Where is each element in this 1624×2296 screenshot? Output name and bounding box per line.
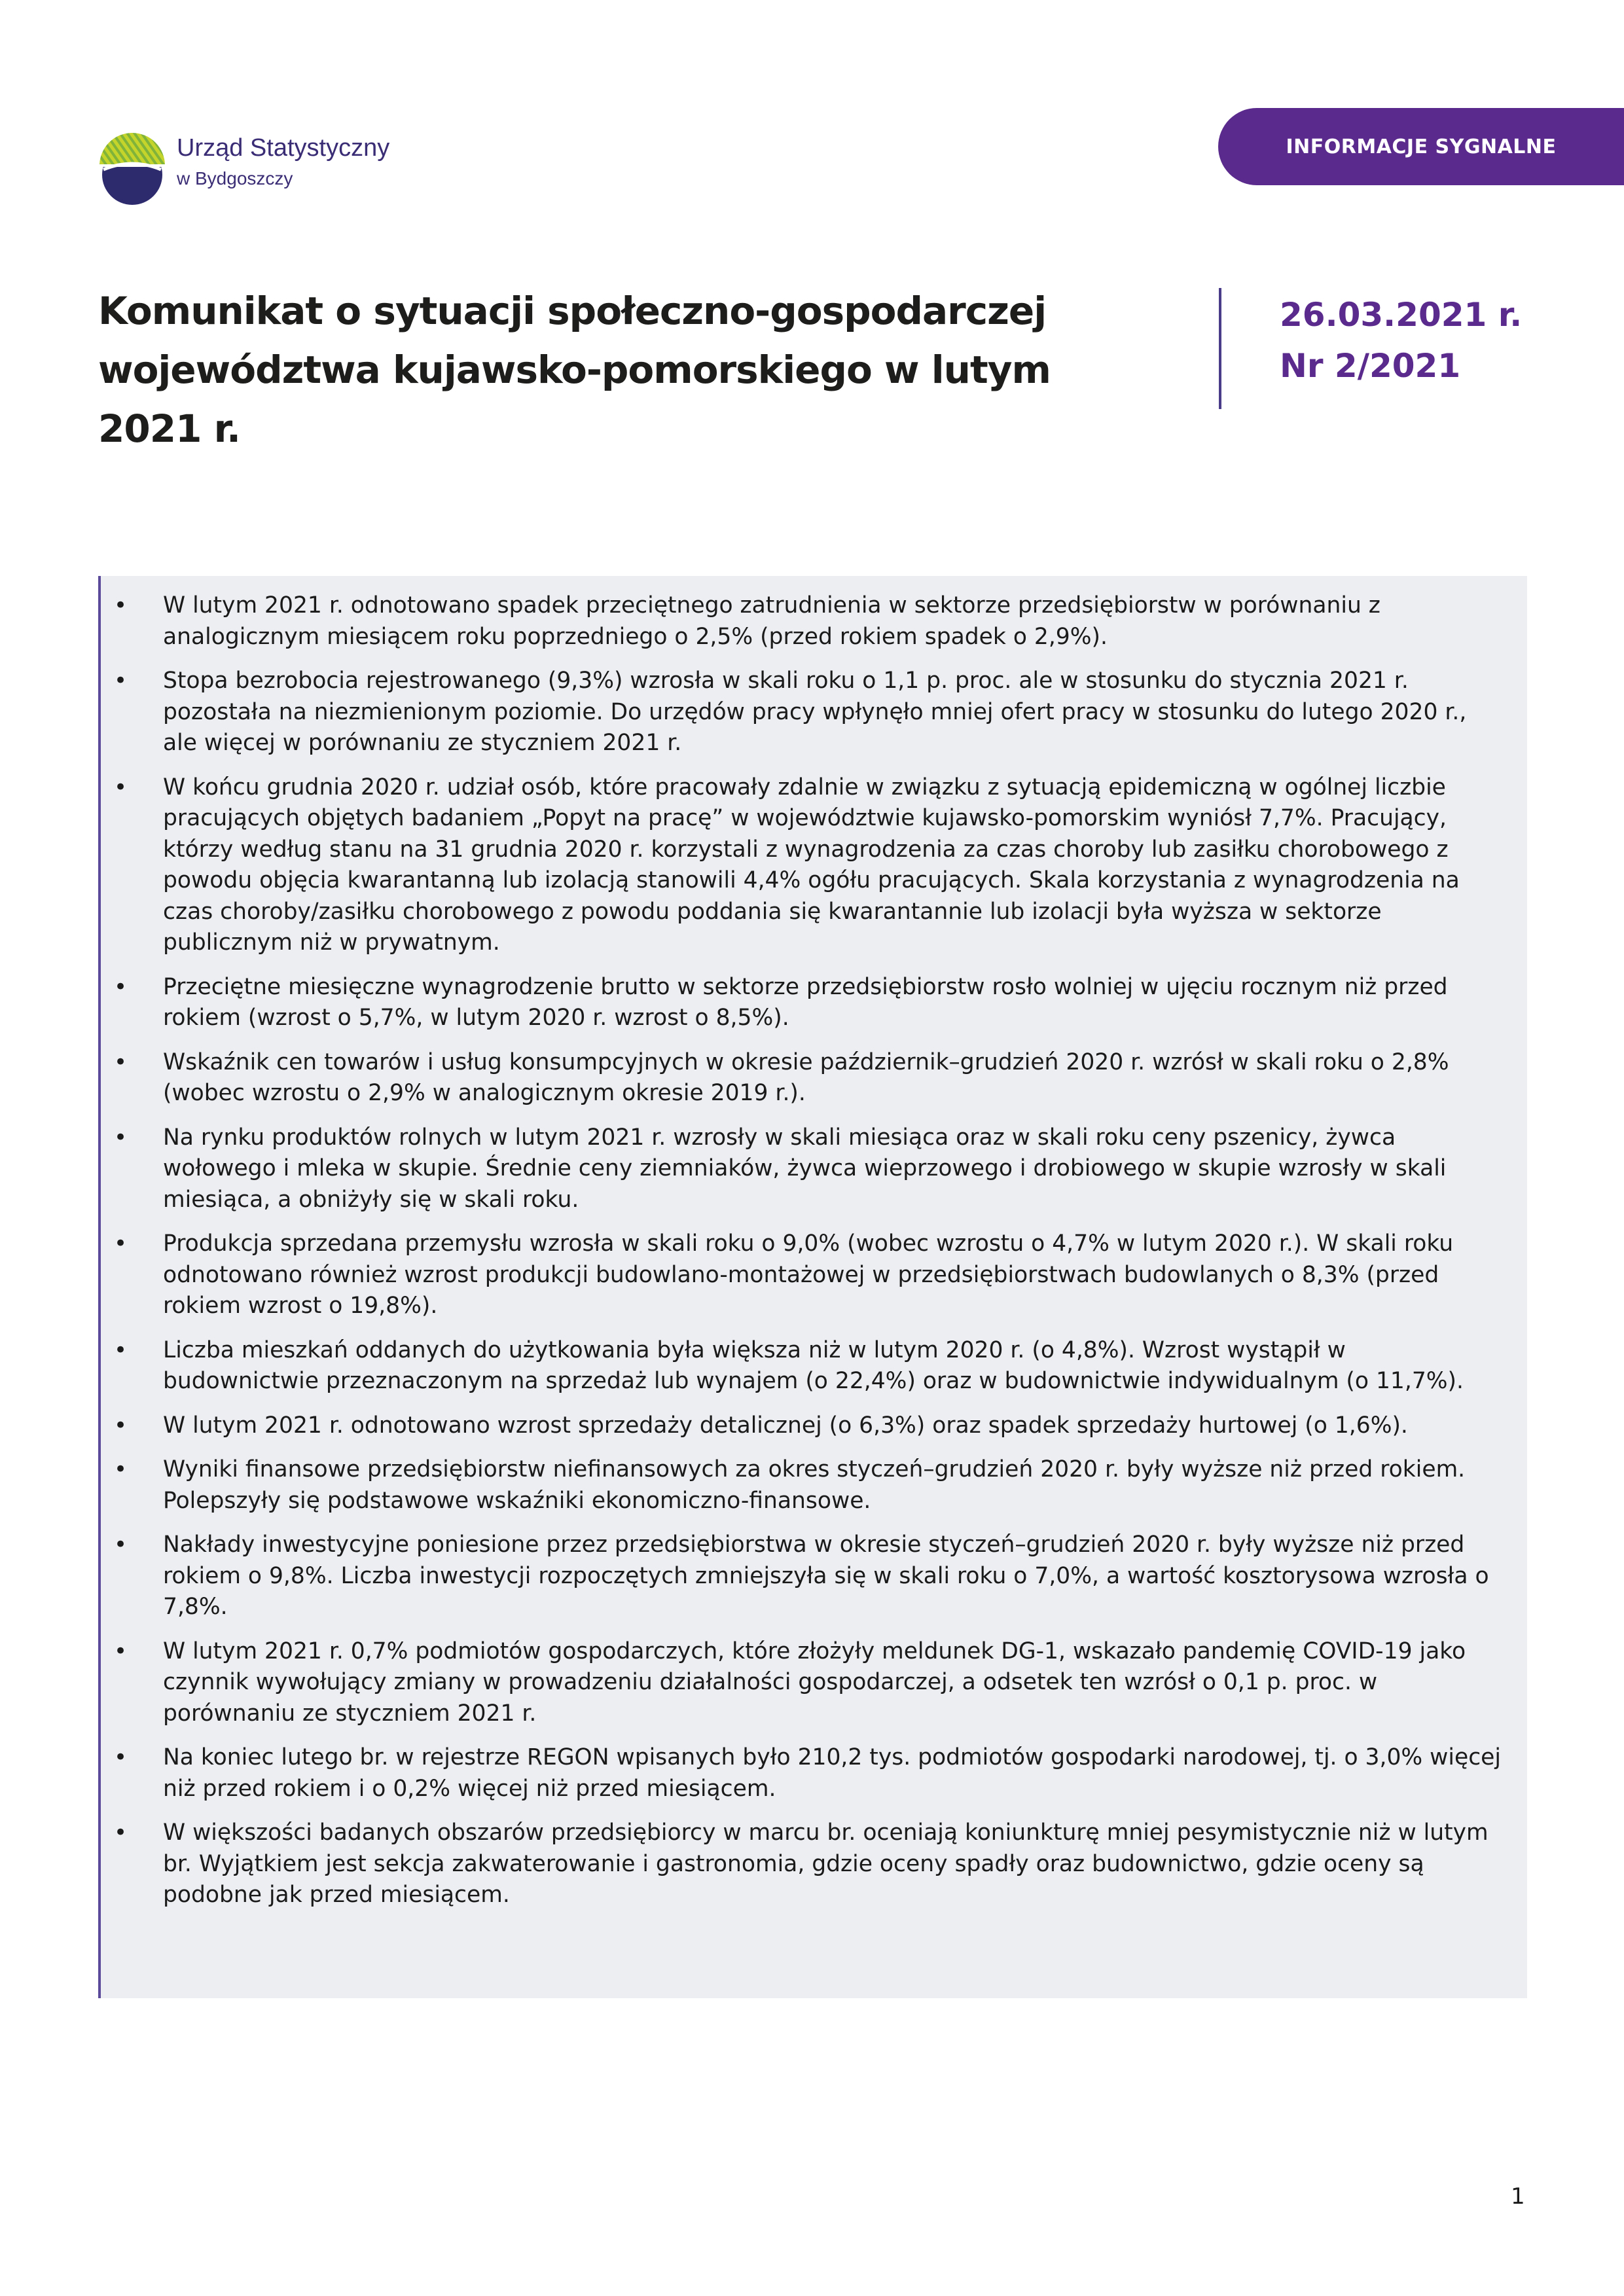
list-item (114, 1335, 1507, 1397)
list-item (114, 1122, 1507, 1216)
list-item-text: Nakłady inwestycyjne poniesione przez przedsiębiorstwa w okresie styczeń–grudzień 2020 r. były wyższe niż przed rokiem o 9,8%. Liczba inwestycji rozpoczętych zmniejszyła się w skali roku o 7,0%, a wartość kosztorysowa wzrosła o 7,8%. (163, 1532, 1489, 1620)
gus-circle-logo-icon (98, 115, 170, 219)
list-item-text: W lutym 2021 r. 0,7% podmiotów gospodarczych, które złożyły meldunek DG-1, wskazało pandemię COVID-19 jako czynnik wywołujący zmiany w prowadzeniu działalności gospodarczej, a odsetek ten wzrósł o 0,1 p. proc. w porównaniu ze styczniem 2021 r. (163, 1638, 1466, 1727)
list-item-text: Przeciętne miesięczne wynagrodzenie brutto w sektorze przedsiębiorstw rosło wolniej w ujęciu rocznym niż przed rokiem (wzrost o 5,7%, w lutym 2020 r. wzrost o 8,5%). (163, 973, 1448, 1031)
page-number: 1 (1511, 2183, 1525, 2210)
bullet-icon: • (114, 774, 128, 800)
title-divider (1219, 288, 1221, 409)
publication-date: 26.03.2021 r. (1280, 296, 1523, 334)
bullet-icon: • (114, 1820, 128, 1846)
institution-city: w Bydgoszczy (177, 168, 293, 188)
bullet-icon: • (114, 1638, 128, 1664)
list-item (114, 972, 1507, 1034)
list-item (114, 1742, 1507, 1804)
bullet-icon: • (114, 1124, 128, 1151)
list-item (114, 1229, 1507, 1322)
publication-type-badge: INFORMACJE SYGNALNE (1218, 108, 1624, 185)
list-item-text: W większości badanych obszarów przedsiębiorcy w marcu br. oceniają koniunkturę mniej pesymistycznie niż w lutym br. Wyjątkiem jest sekcja zakwaterowanie i gastronomia, gdzie oceny spadły oraz budownictwo, gdzie oceny są podobne jak przed miesiącem. (163, 1820, 1489, 1908)
bullet-icon: • (114, 1456, 128, 1482)
publication-number: Nr 2/2021 (1280, 347, 1461, 385)
list-item (114, 1410, 1507, 1442)
list-item-text: Wskaźnik cen towarów i usług konsumpcyjnych w okresie październik–grudzień 2020 r. wzrósł w skali roku o 2,8% (wobec wzrostu o 2,9% w analogicznym okresie 2019 r.). (163, 1049, 1449, 1106)
bullet-icon: • (114, 1336, 128, 1363)
institution-name: Urząd Statystyczny (177, 134, 390, 162)
list-item-text: Produkcja sprzedana przemysłu wzrosła w skali roku o 9,0% (wobec wzrostu o 4,7% w lutym 2020 r.). W skali roku odnotowano również wzrost produkcji budowlano-montażowej w przedsiębiorstwach budowlanych o 8,3% (przed rokiem wzrost o 19,8%). (163, 1230, 1454, 1319)
bullet-icon: • (114, 1049, 128, 1075)
list-item (114, 1636, 1507, 1730)
bullet-icon: • (114, 973, 128, 1000)
list-item-text: W końcu grudnia 2020 r. udział osób, które pracowały zdalnie w związku z sytuacją epidemiczną w ogólnej liczbie pracujących objętych badaniem „Popyt na pracę” w województwie kujawsko-pomorskim wyniósł 7,7%. Pracujący, którzy według stanu na 31 grudnia 2020 r. korzystali z wynagrodzenia za czas choroby lub zasiłku chorobowego z powodu objęcia kwarantanną lub izolacją stanowili 4,4% ogółu pracujących. Skala korzystania z wynagrodzenia na czas choroby/zasiłku chorobowego z powodu poddania się kwarantannie lub izolacji była wyższa w sektorze publicznym niż w prywatnym. (163, 774, 1460, 956)
summary-box (98, 576, 1527, 1998)
bullet-icon: • (114, 668, 128, 694)
list-item-text: W lutym 2021 r. odnotowano spadek przeciętnego zatrudnienia w sektorze przedsiębiorstw w porównaniu z analogicznym miesiącem roku poprzedniego o 2,5% (przed rokiem spadek o 2,9%). (163, 592, 1380, 650)
summary-list (101, 576, 1527, 1911)
list-item-text: Na rynku produktów rolnych w lutym 2021 r. wzrosły w skali miesiąca oraz w skali roku ceny pszenicy, żywca wołowego i mleka w skupie. Średnie ceny ziemniaków, żywca wieprzowego i drobiowego w skupie wzrosły w skali miesiąca, a obniżyły się w skali roku. (163, 1124, 1447, 1213)
bullet-icon: • (114, 1744, 128, 1770)
list-item-text: Stopa bezrobocia rejestrowanego (9,3%) wzrosła w skali roku o 1,1 p. proc. ale w stosunku do stycznia 2021 r. pozostała na niezmienionym poziomie. Do urzędów pracy wpłynęło mniej ofert pracy w stosunku do lutego 2020 r., ale więcej w porównaniu ze styczniem 2021 r. (163, 668, 1467, 756)
list-item-text: Wyniki finansowe przedsiębiorstw niefinansowych za okres styczeń–grudzień 2020 r. były wyższe niż przed rokiem. Polepszyły się podstawowe wskaźniki ekonomiczno-finansowe. (163, 1456, 1466, 1514)
list-item (114, 1047, 1507, 1109)
bullet-icon: • (114, 1412, 128, 1439)
institution-logo (98, 115, 465, 219)
list-item (114, 1530, 1507, 1623)
document-title: Komunikat o sytuacji społeczno-gospodarczej województwa kujawsko-pomorskiego w lutym 2021 r. (98, 289, 1051, 451)
bullet-icon: • (114, 1532, 128, 1558)
bullet-icon: • (114, 1230, 128, 1257)
list-item-text: Na koniec lutego br. w rejestrze REGON wpisanych było 210,2 tys. podmiotów gospodarki narodowej, tj. o 3,0% więcej niż przed rokiem i o 0,2% więcej niż przed miesiącem. (163, 1744, 1501, 1802)
list-item (114, 1454, 1507, 1516)
list-item-text: Liczba mieszkań oddanych do użytkowania była większa niż w lutym 2020 r. (o 4,8%). Wzrost wystąpił w budownictwie przeznaczonym na sprzedaż lub wynajem (o 22,4%) oraz w budownictwie indywidualnym (o 11,7%). (163, 1336, 1464, 1394)
list-item (114, 772, 1507, 959)
list-item (114, 666, 1507, 759)
bullet-icon: • (114, 592, 128, 619)
list-item (114, 1818, 1507, 1911)
list-item (114, 590, 1507, 653)
list-item-text: W lutym 2021 r. odnotowano wzrost sprzedaży detalicznej (o 6,3%) oraz spadek sprzedaży hurtowej (o 1,6%). (163, 1412, 1408, 1439)
